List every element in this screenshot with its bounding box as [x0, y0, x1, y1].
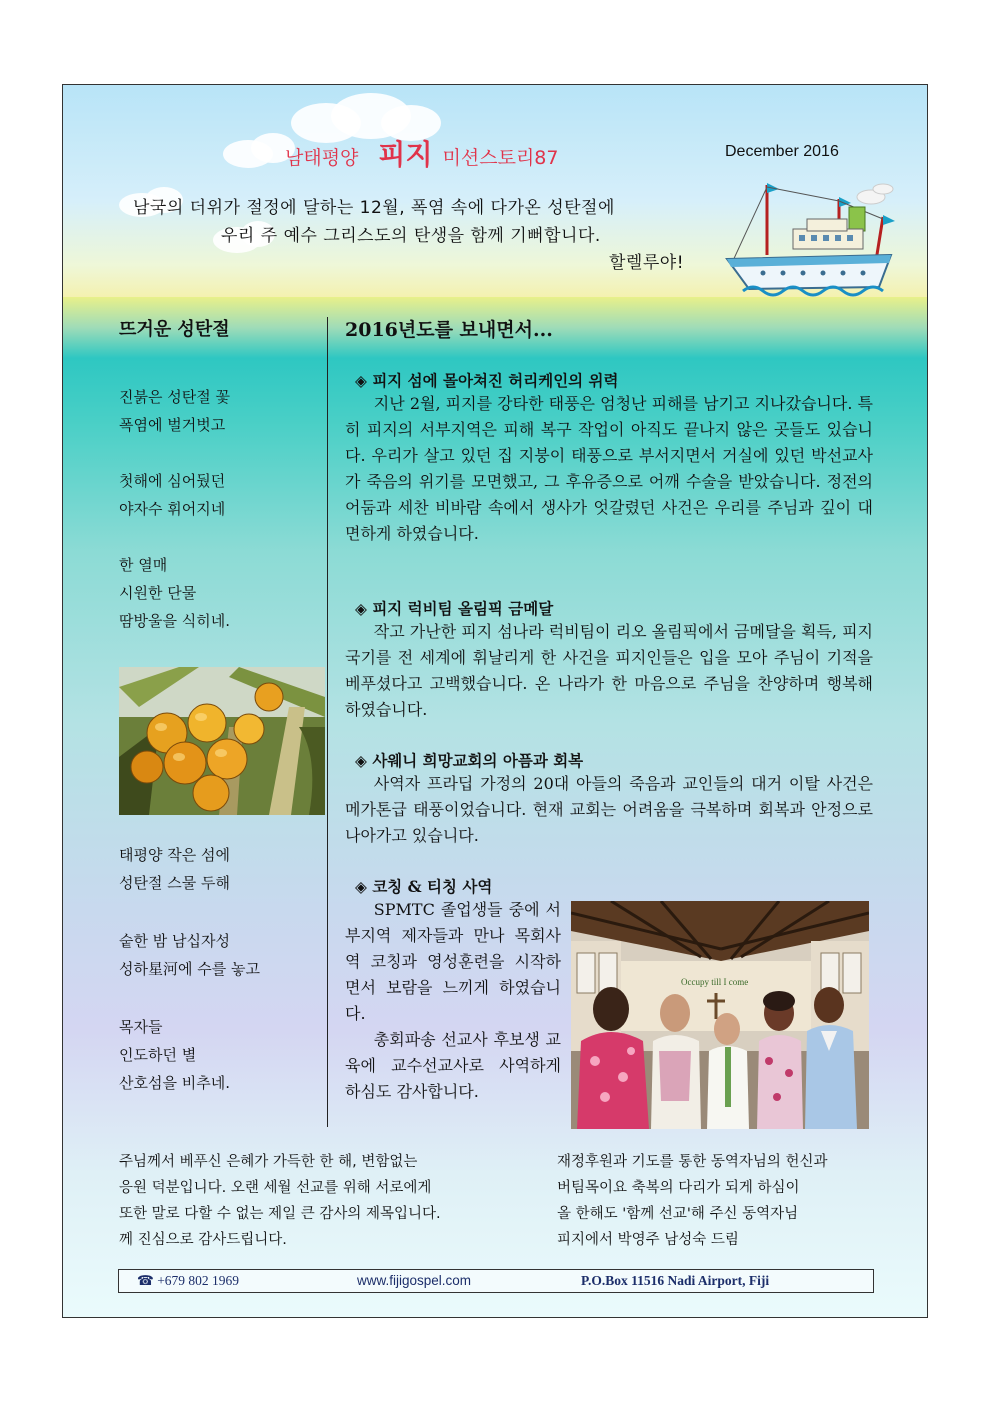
section-heading: ◈ 피지 럭비팀 올림픽 금메달 — [355, 599, 554, 618]
section-body: SPMTC 졸업생들 중에 서부지역 제자들과 만나 목회사역 코칭과 영성훈련을 시작하면서 보람을 느끼게 하였습니다. — [345, 900, 561, 1023]
poem-line: 폭염에 벌거벗고 — [119, 416, 226, 434]
poem-line: 인도하던 별 — [119, 1046, 197, 1064]
poem-line: 태평양 작은 섬에 — [119, 846, 230, 864]
title-region: 남태평양 — [285, 147, 359, 169]
website-link[interactable]: www.fijigospel.com — [357, 1273, 472, 1288]
phone-number: ☎ +679 802 1969 — [137, 1273, 240, 1288]
section-body: 지난 2월, 피지를 강타한 태풍은 엄청난 피해를 남기고 지나갔습니다. 특히 피지의 서부지역은 피해 복구 작업이 아직도 끝나지 않은 곳들도 있습니다. 우리가 살고 있던 집 지붕이 태풍으로 부서지면서 거실에 있던 박선교사가 죽음의 위기를 모면했고, 그 후유증으로 어깨 수술을 받았습니다. 정전의 어둠과 세찬 비바람 속에서 생사가 엇갈렸던 사건은 우리를 주님과 깊이 대면하게 하였습니다. — [345, 394, 873, 543]
poem-line: 산호섬을 비추네. — [119, 1074, 230, 1092]
title-series: 미션스토리87 — [442, 147, 559, 169]
poem-line: 야자수 휘어지네 — [119, 500, 226, 518]
column-divider — [327, 317, 328, 1127]
section-body: 사역자 프라딥 가정의 20대 아들의 죽음과 교인들의 대거 이탈 사건은 메가톤급 태풍이었습니다. 현재 교회는 어려움을 극복하며 회복과 안정으로 나아가고 있습니다. — [345, 774, 873, 845]
intro-line-3: 할렐루야! — [609, 253, 685, 273]
newsletter-title — [285, 133, 558, 173]
closing-line: 재정후원과 기도를 통한 동역자님의 헌신과 — [557, 1154, 828, 1170]
closing-line: 응원 덕분입니다. 오랜 세월 선교를 위해 서로에게 — [119, 1180, 432, 1196]
poem-line: 진붉은 성탄절 꽃 — [119, 388, 230, 406]
section-heading: ◈ 피지 섬에 몰아쳐진 허리케인의 위력 — [355, 371, 619, 390]
poem-line: 시원한 단물 — [119, 584, 197, 602]
closing-right — [557, 1149, 828, 1253]
closing-left — [119, 1149, 441, 1253]
title-country: 피지 — [378, 138, 433, 171]
coconut-photo — [119, 667, 325, 815]
section-body: 총회파송 선교사 후보생 교육에 교수선교사로 사역하게 하심도 감사합니다. — [345, 1030, 561, 1101]
poem-line: 첫해에 심어뒀던 — [119, 472, 226, 490]
poem-line: 성하星河에 수를 놓고 — [119, 960, 260, 978]
ship-illustration — [723, 177, 913, 299]
section-heading: ◈ 코칭 & 티칭 사역 — [355, 877, 493, 896]
contact-footer — [118, 1269, 874, 1293]
poem-stanza — [119, 383, 230, 439]
closing-signature: 피지에서 박영주 남성숙 드림 — [557, 1232, 739, 1248]
poem-stanza — [119, 841, 230, 897]
closing-line: 버팀목이요 축복의 다리가 되게 하심이 — [557, 1180, 800, 1196]
closing-line: 또한 말로 다할 수 없는 제일 큰 감사의 제목입니다. — [119, 1206, 441, 1222]
section-body: 작고 가난한 피지 섬나라 럭비팀이 리오 올림픽에서 금메달을 획득, 피지 국기를 전 세계에 휘날리게 한 사건을 피지인들은 입을 모아 주님이 기적을 베푸셨다고 고백했습니다. 온 나라가 한 마음으로 주님을 찬양하며 행복해 하였습니다. — [345, 622, 873, 719]
poem-stanza — [119, 551, 230, 635]
newsletter-page — [62, 84, 928, 1318]
section-heading: ◈ 사웨니 희망교회의 아픔과 회복 — [355, 751, 584, 770]
intro-line-1: 남국의 더위가 절정에 달하는 12월, 폭염 속에 다가온 성탄절에 — [133, 198, 615, 218]
closing-line: 주님께서 베푸신 은혜가 가득한 한 해, 변함없는 — [119, 1154, 418, 1170]
poem-line: 한 열매 — [119, 556, 168, 574]
poem-line: 성탄절 스물 두해 — [119, 874, 230, 892]
poem-line: 숱한 밤 남십자성 — [119, 932, 230, 950]
issue-date: December 2016 — [725, 143, 839, 160]
church-banner: Occupy till I come — [681, 977, 749, 987]
postal-address: P.O.Box 11516 Nadi Airport, Fiji — [581, 1273, 770, 1288]
poem-stanza — [119, 927, 260, 983]
closing-line: 올 한해도 '함께 선교'해 주신 동역자님 — [557, 1206, 799, 1222]
poem-line: 땀방울을 식히네. — [119, 612, 230, 630]
poem-stanza — [119, 467, 225, 523]
main-title: 2016년도를 보내면서... — [345, 319, 553, 341]
poem-stanza — [119, 1013, 230, 1097]
church-group-photo — [571, 901, 869, 1129]
intro-line-2: 우리 주 예수 그리스도의 탄생을 함께 기뻐합니다. — [221, 226, 601, 246]
poem-line: 목자들 — [119, 1018, 163, 1036]
closing-line: 께 진심으로 감사드립니다. — [119, 1232, 287, 1248]
poem-title: 뜨거운 성탄절 — [119, 319, 230, 340]
